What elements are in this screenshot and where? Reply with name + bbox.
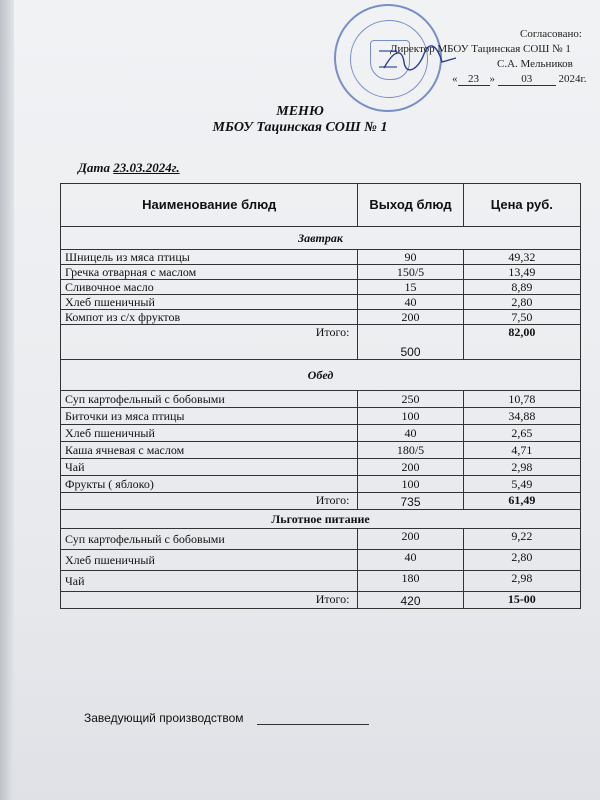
section-title: Обед xyxy=(61,360,581,391)
dish-portion: 150/5 xyxy=(358,265,463,280)
dish-name: Чай xyxy=(61,571,358,592)
section-row xyxy=(61,360,581,391)
total-row xyxy=(61,493,581,510)
table-row xyxy=(61,442,581,459)
dish-portion: 15 xyxy=(358,280,463,295)
menu-table-body xyxy=(61,227,581,609)
dish-price: 2,98 xyxy=(463,571,580,592)
school-name: МБОУ Тацинская СОШ № 1 xyxy=(212,120,388,135)
dish-portion: 200 xyxy=(358,310,463,325)
dish-name: Шницель из мяса птицы xyxy=(61,250,358,265)
total-label: Итого: xyxy=(61,592,358,609)
dish-portion: 180/5 xyxy=(358,442,463,459)
dish-name: Гречка отварная с маслом xyxy=(61,265,358,280)
dish-name: Хлеб пшеничный xyxy=(61,425,358,442)
dish-name: Компот из с/х фруктов xyxy=(61,310,358,325)
dish-portion: 40 xyxy=(358,295,463,310)
menu-table xyxy=(60,183,581,609)
total-row xyxy=(61,325,581,360)
dish-name: Чай xyxy=(61,459,358,476)
total-label: Итого: xyxy=(61,325,358,360)
table-row xyxy=(61,459,581,476)
page-title: МЕНЮ xyxy=(276,104,324,119)
dish-name: Хлеб пшеничный xyxy=(61,550,358,571)
table-header-row xyxy=(61,184,581,227)
dish-portion: 250 xyxy=(358,391,463,408)
dish-price: 9,22 xyxy=(463,529,580,550)
total-portion: 500 xyxy=(358,325,463,360)
total-price: 61,49 xyxy=(463,493,580,510)
date-value: 23.03.2024г. xyxy=(113,160,180,175)
dish-price: 2,98 xyxy=(463,459,580,476)
approval-position: Директор МБОУ Тацинская СОШ № 1 xyxy=(390,43,571,55)
dish-name: Битoчки из мяса птицы xyxy=(61,408,358,425)
footer-signature xyxy=(84,711,369,725)
table-row xyxy=(61,571,581,592)
column-header-dish: Наименование блюд xyxy=(61,184,358,227)
approval-heading: Согласовано: xyxy=(520,28,582,40)
dish-portion: 40 xyxy=(358,425,463,442)
dish-name: Хлеб пшеничный xyxy=(61,295,358,310)
table-row xyxy=(61,265,581,280)
section-row xyxy=(61,510,581,529)
total-price: 82,00 xyxy=(463,325,580,360)
total-portion: 735 xyxy=(358,493,463,510)
dish-price: 7,50 xyxy=(463,310,580,325)
table-row xyxy=(61,550,581,571)
table-row xyxy=(61,425,581,442)
date-label: Дата xyxy=(78,160,110,175)
table-row xyxy=(61,280,581,295)
total-price: 15-00 xyxy=(463,592,580,609)
dish-portion: 100 xyxy=(358,476,463,493)
column-header-price: Цена руб. xyxy=(463,184,580,227)
dish-price: 4,71 xyxy=(463,442,580,459)
dish-portion: 200 xyxy=(358,529,463,550)
approval-date-year: 2024г. xyxy=(558,73,587,85)
dish-portion: 90 xyxy=(358,250,463,265)
dish-price: 13,49 xyxy=(463,265,580,280)
dish-price: 8,89 xyxy=(463,280,580,295)
total-row xyxy=(61,592,581,609)
dish-price: 5,49 xyxy=(463,476,580,493)
approval-date: « 23 » 03 2024г. xyxy=(452,73,587,85)
section-title: Льготное питание xyxy=(61,510,581,529)
table-row xyxy=(61,529,581,550)
menu-date xyxy=(78,160,180,176)
dish-price: 10,78 xyxy=(463,391,580,408)
approval-date-month: 03 xyxy=(498,73,556,86)
table-row xyxy=(61,310,581,325)
footer-label: Заведующий производством xyxy=(84,711,244,725)
dish-portion: 200 xyxy=(358,459,463,476)
dish-name: Каша ячневая с маслом xyxy=(61,442,358,459)
dish-name: Сливочное масло xyxy=(61,280,358,295)
dish-portion: 100 xyxy=(358,408,463,425)
total-portion: 420 xyxy=(358,592,463,609)
total-label: Итого: xyxy=(61,493,358,510)
section-title: Завтрак xyxy=(61,227,581,250)
dish-name: Суп картофельный с бобовыми xyxy=(61,391,358,408)
dish-price: 34,88 xyxy=(463,408,580,425)
footer-signature-line xyxy=(257,712,369,725)
approval-signatory: С.А. Мельников xyxy=(497,58,573,70)
section-row xyxy=(61,227,581,250)
table-row xyxy=(61,408,581,425)
dish-price: 2,80 xyxy=(463,550,580,571)
dish-price: 2,80 xyxy=(463,295,580,310)
table-row xyxy=(61,476,581,493)
dish-name: Фрукты ( яблоко) xyxy=(61,476,358,493)
table-row xyxy=(61,391,581,408)
table-row xyxy=(61,295,581,310)
dish-price: 49,32 xyxy=(463,250,580,265)
dish-portion: 40 xyxy=(358,550,463,571)
column-header-portion: Выход блюд xyxy=(358,184,463,227)
table-row xyxy=(61,250,581,265)
dish-price: 2,65 xyxy=(463,425,580,442)
approval-date-day: 23 xyxy=(458,73,490,86)
dish-portion: 180 xyxy=(358,571,463,592)
dish-name: Суп картофельный с бобовыми xyxy=(61,529,358,550)
